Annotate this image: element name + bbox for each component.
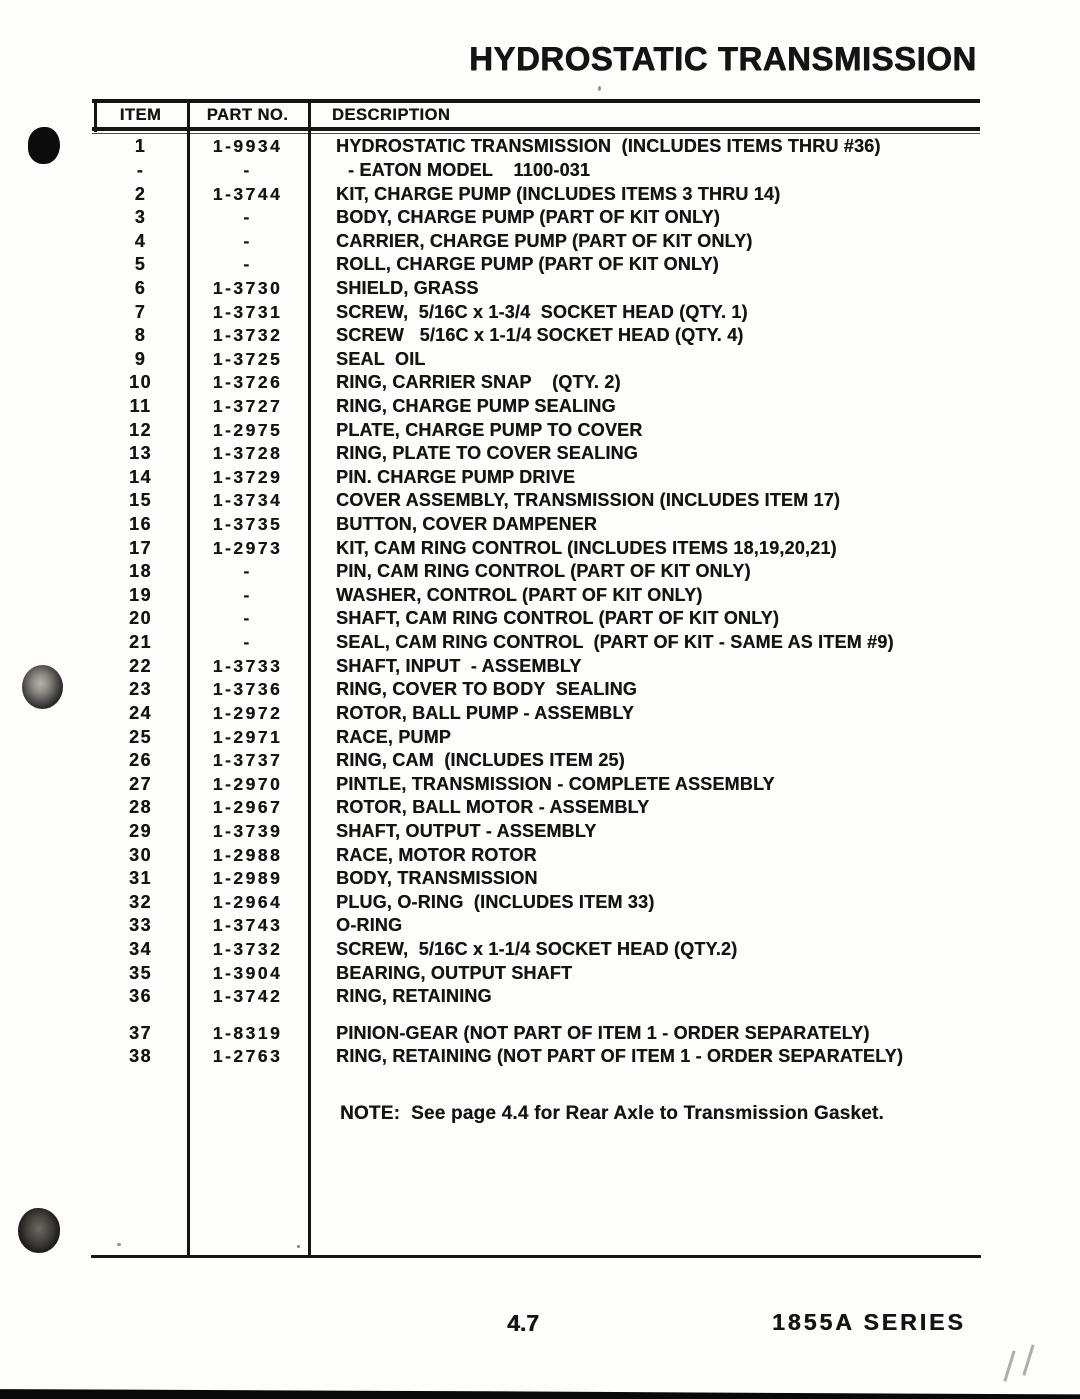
item-cell: 17 <box>128 537 153 558</box>
part-no-cell: 1-2988 <box>212 844 283 865</box>
table-row <box>94 395 978 419</box>
description-cell: RING, COVER TO BODY SEALING <box>336 679 637 700</box>
part-no-cell: - <box>243 632 252 653</box>
item-cell: 18 <box>128 561 153 582</box>
table-row <box>94 702 978 726</box>
description-cell: WASHER, CONTROL (PART OF KIT ONLY) <box>336 584 703 605</box>
description-cell: SCREW 5/16C x 1-1/4 SOCKET HEAD (QTY. 4) <box>336 325 744 346</box>
table-row <box>94 607 978 631</box>
table-row <box>94 631 978 655</box>
description-cell: PLATE, CHARGE PUMP TO COVER <box>336 419 643 440</box>
series-label: 1855A SERIES <box>772 1309 966 1335</box>
part-no-cell: 1-3743 <box>212 915 283 936</box>
description-cell: PIN. CHARGE PUMP DRIVE <box>336 466 576 487</box>
item-cell: 33 <box>128 915 153 936</box>
item-cell: 22 <box>128 655 153 676</box>
item-cell: 7 <box>134 301 147 322</box>
item-cell: 36 <box>128 986 153 1007</box>
item-cell: 38 <box>128 1046 153 1067</box>
part-no-cell: 1-3735 <box>212 514 283 535</box>
description-cell: RACE, MOTOR ROTOR <box>336 844 537 865</box>
part-no-cell: 1-3733 <box>212 655 283 676</box>
part-no-cell: 1-3744 <box>212 183 283 204</box>
table-row <box>94 584 978 608</box>
part-no-cell: - <box>243 584 252 605</box>
table-row <box>94 182 978 206</box>
table-row <box>94 206 978 230</box>
item-cell: 32 <box>128 891 153 912</box>
description-cell: BODY, TRANSMISSION <box>336 868 538 889</box>
part-no-cell: 1-3732 <box>212 325 283 346</box>
description-cell: PIN, CAM RING CONTROL (PART OF KIT ONLY) <box>336 561 751 582</box>
page-number: 4.7 <box>507 1310 539 1336</box>
item-cell: 6 <box>134 277 147 298</box>
table-row <box>94 347 978 371</box>
description-cell: RING, PLATE TO COVER SEALING <box>336 443 638 464</box>
column-header-item: ITEM <box>119 105 162 124</box>
table-row <box>94 300 978 324</box>
item-cell: 10 <box>128 372 153 393</box>
table-row <box>94 536 978 560</box>
part-no-cell: 1-3730 <box>212 277 283 298</box>
note-text: NOTE: See page 4.4 for Rear Axle to Transmission Gasket. <box>340 1103 884 1124</box>
punch-hole-bottom <box>18 1208 60 1253</box>
item-cell: 2 <box>134 183 147 204</box>
table-bottom-rule <box>91 1255 981 1258</box>
description-cell: RING, CARRIER SNAP (QTY. 2) <box>336 372 621 393</box>
table-row <box>94 843 978 867</box>
part-no-cell: 1-2970 <box>212 773 283 794</box>
description-cell: SHAFT, INPUT - ASSEMBLY <box>336 655 582 676</box>
part-no-cell: 1-2967 <box>212 797 283 818</box>
description-cell: PLUG, O-RING (INCLUDES ITEM 33) <box>336 891 655 912</box>
part-no-cell: 1-3725 <box>212 348 283 369</box>
table-row <box>94 513 978 537</box>
table-row <box>94 277 978 301</box>
item-cell: 11 <box>129 396 152 416</box>
table-row <box>94 725 978 749</box>
description-cell: RACE, PUMP <box>336 726 452 747</box>
part-no-cell: 1-2975 <box>212 419 283 440</box>
punch-hole-middle <box>22 665 63 709</box>
item-cell: 29 <box>128 820 153 841</box>
description-cell: RING, CAM (INCLUDES ITEM 25) <box>336 750 625 771</box>
part-no-cell: 1-8319 <box>212 1022 283 1043</box>
item-cell: 12 <box>128 419 153 440</box>
item-cell: 21 <box>128 632 153 653</box>
part-no-cell: 1-3727 <box>212 396 283 416</box>
part-no-cell: 1-3734 <box>212 490 283 511</box>
column-header-description: DESCRIPTION <box>332 105 451 124</box>
item-cell: 27 <box>128 773 153 794</box>
description-cell: PINTLE, TRANSMISSION - COMPLETE ASSEMBLY <box>336 773 775 794</box>
part-no-cell: 1-3729 <box>212 466 283 487</box>
table-row <box>94 1022 978 1046</box>
part-no-cell: 1-3728 <box>212 443 283 464</box>
part-no-cell: 1-3737 <box>212 750 283 771</box>
item-cell: 34 <box>128 939 153 960</box>
description-cell: SHAFT, CAM RING CONTROL (PART OF KIT ONLY) <box>336 608 780 629</box>
item-cell: 25 <box>128 726 153 747</box>
description-cell: RING, RETAINING (NOT PART OF ITEM 1 - ORDER SEPARATELY) <box>336 1046 904 1067</box>
part-no-cell: 1-2763 <box>212 1046 283 1067</box>
part-no-cell: 1-3731 <box>212 301 283 322</box>
item-cell: 13 <box>128 443 153 464</box>
table-header-row <box>94 103 978 127</box>
table-header-rule-echo <box>92 133 980 134</box>
pen-mark <box>1022 1344 1034 1375</box>
description-cell: SHAFT, OUTPUT - ASSEMBLY <box>336 820 597 841</box>
item-cell: 15 <box>128 490 153 511</box>
scan-speck <box>117 1243 121 1246</box>
pen-mark <box>1003 1350 1015 1381</box>
table-row <box>94 466 978 490</box>
scan-speck <box>297 1245 300 1248</box>
part-no-cell: 1-9934 <box>212 136 283 157</box>
table-row <box>94 324 978 348</box>
table-row <box>94 867 978 891</box>
item-cell: 37 <box>128 1022 153 1043</box>
table-row <box>94 229 978 253</box>
item-cell: 30 <box>128 844 153 865</box>
scan-edge-artifact <box>0 1388 1080 1399</box>
table-header-rule <box>92 127 980 131</box>
item-cell: 31 <box>128 868 153 889</box>
item-cell: 3 <box>134 207 147 228</box>
part-no-cell: 1-2964 <box>212 891 283 912</box>
description-cell: BEARING, OUTPUT SHAFT <box>336 962 573 983</box>
table-row <box>94 560 978 584</box>
table-row <box>94 796 978 820</box>
part-no-cell: 1-3739 <box>212 820 283 841</box>
description-cell: SEAL OIL <box>336 348 426 369</box>
scan-speck <box>598 86 601 91</box>
description-cell: O-RING <box>336 915 403 936</box>
item-cell: 8 <box>134 325 147 346</box>
table-row <box>94 938 978 962</box>
description-cell: HYDROSTATIC TRANSMISSION (INCLUDES ITEMS THRU #36) <box>336 136 881 157</box>
part-no-cell: - <box>243 561 252 582</box>
table-row <box>94 371 978 395</box>
part-no-cell: 1-3742 <box>212 986 283 1007</box>
description-cell: ROTOR, BALL MOTOR - ASSEMBLY <box>336 797 650 818</box>
part-no-cell: - <box>243 254 252 275</box>
part-no-cell: - <box>243 608 252 629</box>
item-cell: 16 <box>128 514 153 535</box>
item-cell: 28 <box>128 797 153 818</box>
part-no-cell: 1-3904 <box>212 962 283 983</box>
table-row <box>94 820 978 844</box>
description-cell: COVER ASSEMBLY, TRANSMISSION (INCLUDES ITEM 17) <box>336 490 841 511</box>
table-row <box>94 418 978 442</box>
table-row <box>94 489 978 513</box>
table-row <box>94 1045 978 1069</box>
description-cell: RING, CHARGE PUMP SEALING <box>336 396 616 416</box>
item-cell: 4 <box>134 230 147 251</box>
table-row <box>94 654 978 678</box>
table-row <box>94 914 978 938</box>
table-row <box>94 135 978 159</box>
item-cell: 9 <box>134 348 147 369</box>
description-cell: SHIELD, GRASS <box>336 277 479 298</box>
table-body <box>94 135 978 1069</box>
part-no-cell: 1-2971 <box>212 726 283 747</box>
description-cell: SCREW, 5/16C x 1-3/4 SOCKET HEAD (QTY. 1) <box>336 301 748 322</box>
punch-hole-top <box>28 127 60 164</box>
table-row <box>94 961 978 985</box>
item-cell: 5 <box>134 254 147 275</box>
item-cell: 35 <box>128 962 153 983</box>
part-no-cell: - <box>243 207 252 228</box>
part-no-cell: - <box>243 230 252 251</box>
description-cell: ROTOR, BALL PUMP - ASSEMBLY <box>336 702 635 723</box>
description-cell: SCREW, 5/16C x 1-1/4 SOCKET HEAD (QTY.2) <box>336 939 738 960</box>
parts-table <box>94 99 978 1258</box>
item-cell: 14 <box>128 466 153 487</box>
description-cell: - EATON MODEL 1100-031 <box>348 159 591 180</box>
description-cell: SEAL, CAM RING CONTROL (PART OF KIT - SAME AS ITEM #9) <box>336 632 894 653</box>
table-row <box>94 442 978 466</box>
description-cell: CARRIER, CHARGE PUMP (PART OF KIT ONLY) <box>336 230 753 251</box>
item-cell: 26 <box>128 750 153 771</box>
item-cell: 23 <box>128 679 153 700</box>
item-cell: 24 <box>128 702 153 723</box>
part-no-cell: 1-3732 <box>212 939 283 960</box>
description-cell: RING, RETAINING <box>336 986 492 1007</box>
table-row <box>94 159 978 183</box>
description-cell: BUTTON, COVER DAMPENER <box>336 514 598 535</box>
description-cell: BODY, CHARGE PUMP (PART OF KIT ONLY) <box>336 207 720 228</box>
table-row <box>94 985 978 1009</box>
description-cell: KIT, CHARGE PUMP (INCLUDES ITEMS 3 THRU 14) <box>336 183 781 204</box>
part-no-cell: 1-2972 <box>212 702 283 723</box>
part-no-cell: 1-2973 <box>212 537 283 558</box>
item-cell: 19 <box>128 584 153 605</box>
item-cell: 20 <box>128 608 153 629</box>
part-no-cell: 1-2989 <box>212 868 283 889</box>
description-cell: PINION-GEAR (NOT PART OF ITEM 1 - ORDER SEPARATELY) <box>336 1022 870 1043</box>
part-no-cell: 1-3726 <box>212 372 283 393</box>
table-row <box>94 678 978 702</box>
part-no-cell: - <box>243 159 252 180</box>
item-cell: 1 <box>134 136 147 157</box>
table-row <box>94 772 978 796</box>
description-cell: KIT, CAM RING CONTROL (INCLUDES ITEMS 18,19,20,21) <box>336 537 837 558</box>
item-cell: - <box>136 159 145 180</box>
table-row <box>94 749 978 773</box>
table-row <box>94 891 978 915</box>
page-title: HYDROSTATIC TRANSMISSION <box>469 40 977 77</box>
part-no-cell: 1-3736 <box>212 679 283 700</box>
table-row <box>94 253 978 277</box>
description-cell: ROLL, CHARGE PUMP (PART OF KIT ONLY) <box>336 254 719 275</box>
column-header-part-no: PART NO. <box>206 105 289 124</box>
